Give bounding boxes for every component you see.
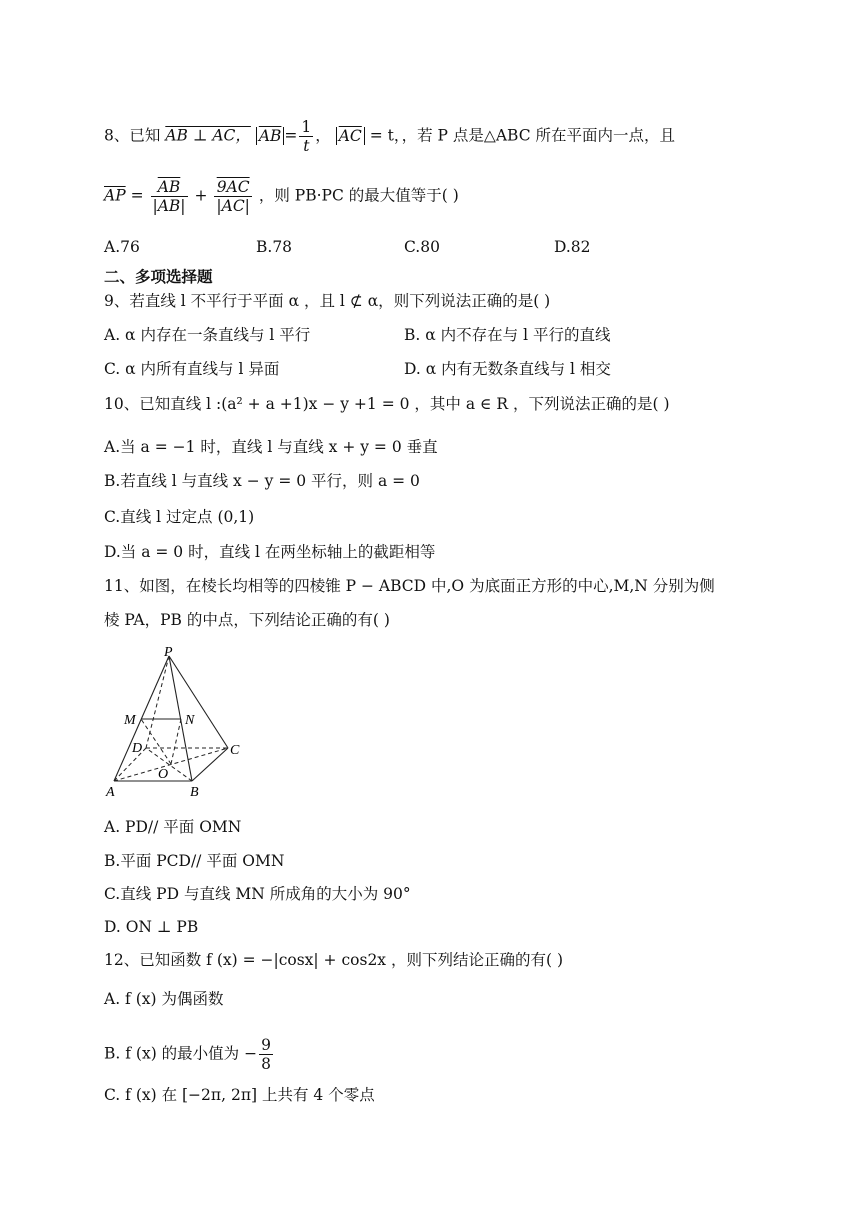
q10-option-a[interactable]: A.当 a = −1 时，直线 l 与直线 x + y = 0 垂直 (104, 438, 438, 456)
q9-option-b[interactable]: B. α 内不存在与 l 平行的直线 (404, 326, 611, 344)
q11-option-b[interactable]: B.平面 PCD// 平面 OMN (104, 852, 285, 870)
q8-line1: 8、已知 AB ⊥ AC， $\overline{AB}$ = $\frac{1}{t}$ ， $\overline{AC} = t$，，若 P 点是△ABC 所在平面内一点，且 (104, 118, 675, 155)
q8-f1-num: $\overline{AB}$ (151, 178, 188, 197)
label-a: A (106, 785, 115, 800)
q12-optb-frac (259, 1036, 273, 1073)
q11-option-c[interactable]: C.直线 PD 与直线 MN 所成角的大小为 90° (104, 885, 411, 903)
pyramid-figure (102, 644, 252, 804)
label-n: N (185, 713, 195, 728)
seg-on (171, 719, 181, 764)
q8-f1-den: |AB| (152, 197, 186, 215)
q8-frac-num: 1 (301, 118, 312, 136)
q8-intro: 8、已知 (104, 126, 161, 145)
q8-plus: + (194, 186, 208, 205)
q8-frac-1-t (299, 118, 313, 155)
label-c: C (230, 743, 240, 758)
q11-option-a[interactable]: A. PD// 平面 OMN (104, 818, 242, 836)
diag-bd (146, 748, 192, 781)
q12-option-b[interactable] (104, 1036, 275, 1073)
q9-option-c[interactable]: C. α 内所有直线与 l 异面 (104, 360, 280, 378)
q9-option-a[interactable]: A. α 内存在一条直线与 l 平行 (104, 326, 311, 344)
q8-f2-den: |AC| (216, 197, 250, 215)
edge-pd (146, 656, 169, 748)
q11-option-d[interactable]: D. ON ⊥ PB (104, 918, 199, 936)
q8-option-d[interactable]: D.82 (554, 238, 591, 256)
q8-frac-ac (214, 178, 252, 215)
q8-ac-abs: $\overline{AC}$ (336, 127, 365, 145)
q12-optb-den: 8 (261, 1055, 271, 1073)
q8-option-c[interactable]: C.80 (404, 238, 440, 256)
q8-perp: AB ⊥ AC， (165, 126, 251, 145)
q11-stem-line2: 棱 PA，PB 的中点，下列结论正确的有( ) (104, 611, 390, 629)
q8-option-a[interactable]: A.76 (104, 238, 140, 256)
q8-ab-eq: = (284, 126, 298, 145)
q9-stem: 9、若直线 l 不平行于平面 α ，且 l ⊄ α，则下列说法正确的是( ) (104, 292, 551, 310)
label-p: P (164, 645, 173, 660)
q11-stem-line1: 11、如图，在棱长均相等的四棱锥 P − ABCD 中,O 为底面正方形的中心,M,N 分别为侧 (104, 577, 715, 595)
label-m: M (124, 713, 136, 728)
q10-option-c[interactable]: C.直线 l 过定点 (0,1) (104, 508, 255, 526)
q10-option-d[interactable]: D.当 a = 0 时，直线 l 在两坐标轴上的截距相等 (104, 543, 436, 561)
q8-ac-eq: = t，，若 P 点是△ABC 所在平面内一点，且 (369, 126, 675, 145)
q12-optb-num: 9 (261, 1036, 271, 1054)
section-heading-multi-choice: 二、多项选择题 (104, 268, 213, 286)
label-b: B (190, 785, 199, 800)
q10-stem: 10、已知直线 l :(a² + a +1)x − y +1 = 0 ，其中 a ∈ R ，下列说法正确的是( ) (104, 395, 670, 413)
q8-ap-eq: = (130, 186, 144, 205)
label-d: D (132, 741, 143, 756)
q8-frac-den: t (303, 137, 310, 155)
q8-tail: ，则 PB·PC 的最大值等于( ) (258, 186, 459, 205)
seg-om (141, 719, 171, 764)
q8-f2-num: 9AC (214, 178, 252, 197)
label-o: O (158, 767, 169, 782)
q10-option-b[interactable]: B.若直线 l 与直线 x − y = 0 平行，则 a = 0 (104, 472, 420, 490)
q12-stem: 12、已知函数 f (x) = −|cosx| + cos2x ，则下列结论正确的有( ) (104, 951, 563, 969)
q8-frac-ab (151, 178, 188, 215)
q8-ab-abs: $\overline{AB}$ (256, 127, 285, 145)
q9-option-d[interactable]: D. α 内有无数条直线与 l 相交 (404, 360, 611, 378)
q12-option-c[interactable]: C. f (x) 在 [−2π, 2π] 上共有 4 个零点 (104, 1086, 375, 1104)
q8-ap: $\overline{AP}$ (104, 186, 126, 205)
q8-line2 (104, 178, 459, 215)
q12-option-a[interactable]: A. f (x) 为偶函数 (104, 990, 224, 1008)
q8-option-b[interactable]: B.78 (256, 238, 293, 256)
q12-optb-prefix: B. f (x) 的最小值为 − (104, 1044, 258, 1063)
